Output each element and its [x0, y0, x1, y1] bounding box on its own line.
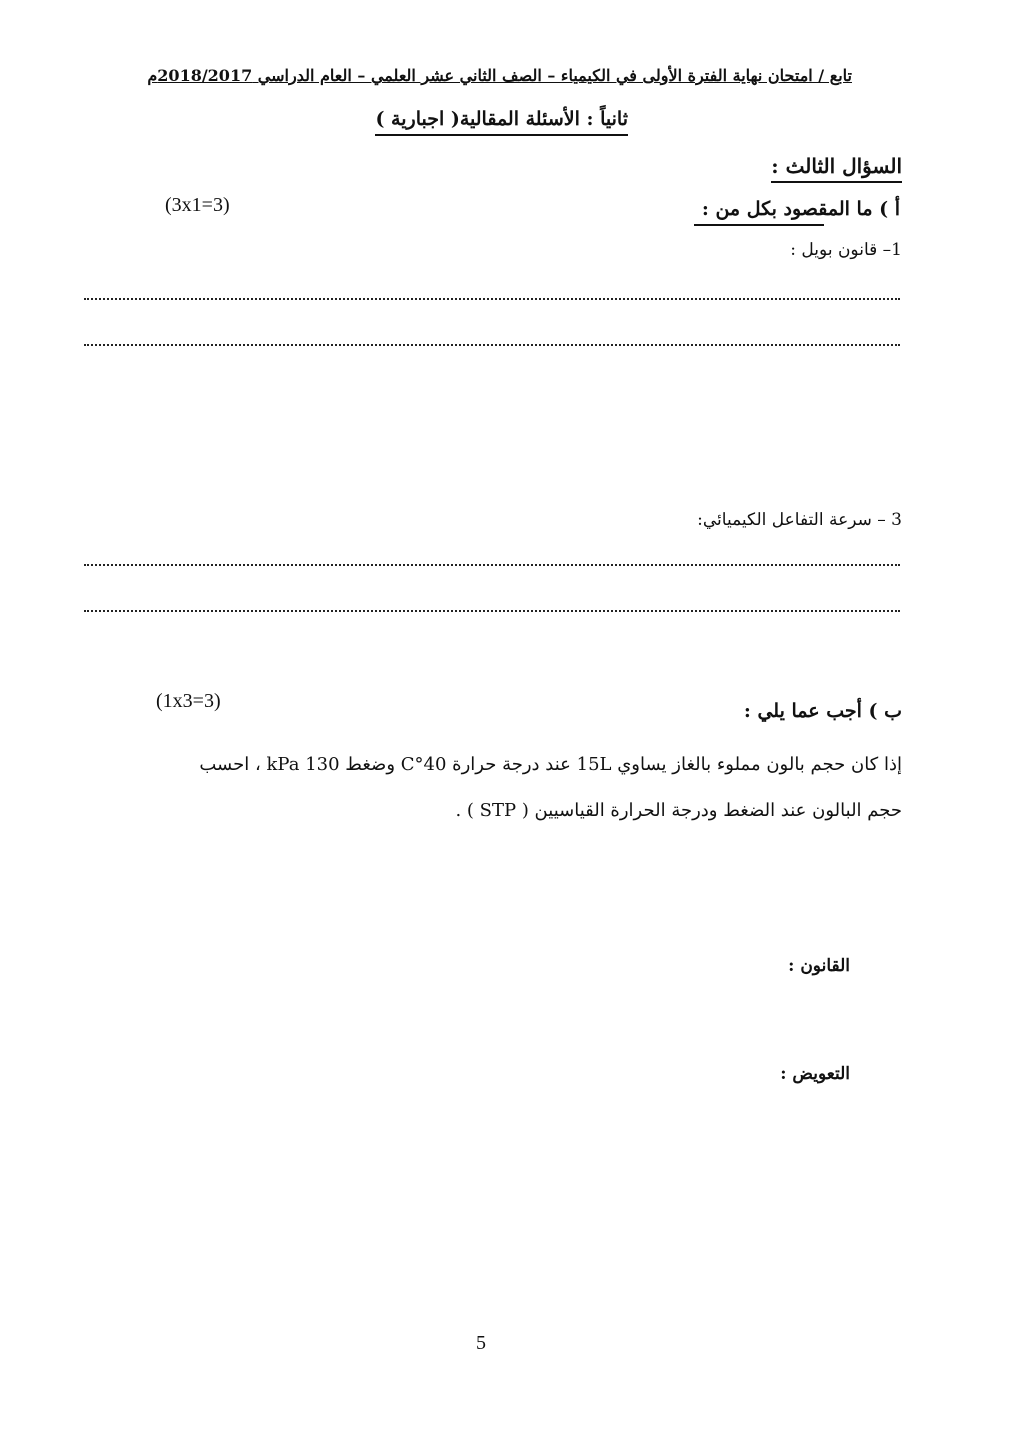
part-b-label: ب ) أجب عما يلي :: [743, 700, 902, 722]
page-number: 5: [476, 1332, 486, 1354]
part-b-marks: (1x3=3): [156, 690, 221, 712]
substitution-label: التعويض :: [780, 1064, 850, 1084]
problem-line-2: حجم البالون عند الضغط ودرجة الحرارة القياسيين ( STP ) .: [455, 800, 902, 821]
answer-line[interactable]: [84, 344, 900, 346]
question-heading: السؤال الثالث :: [771, 154, 902, 183]
exam-header: تابع / امتحان نهاية الفترة الأولى في الكيمياء – الصف الثاني عشر العلمي – العام الدراسي 2018/2017م: [147, 66, 852, 85]
item-boyle-law: 1– قانون بويل :: [790, 240, 902, 260]
part-a-marks: (3x1=3): [165, 194, 230, 216]
problem-line-1: إذا كان حجم بالون مملوء بالغاز يساوي 15L عند درجة حرارة 40°C وضغط 130 kPa ، احسب: [199, 754, 902, 775]
item-reaction-rate: 3 – سرعة التفاعل الكيميائي:: [697, 510, 902, 530]
law-label: القانون :: [788, 956, 850, 976]
answer-line[interactable]: [84, 610, 900, 612]
answer-line[interactable]: [84, 298, 900, 300]
section-title: ثانياً : الأسئلة المقالية( اجبارية ): [375, 108, 628, 136]
part-a-label: أ ) ما المقصود بكل من :: [701, 198, 900, 220]
part-a-underline: [694, 224, 824, 226]
answer-line[interactable]: [84, 564, 900, 566]
